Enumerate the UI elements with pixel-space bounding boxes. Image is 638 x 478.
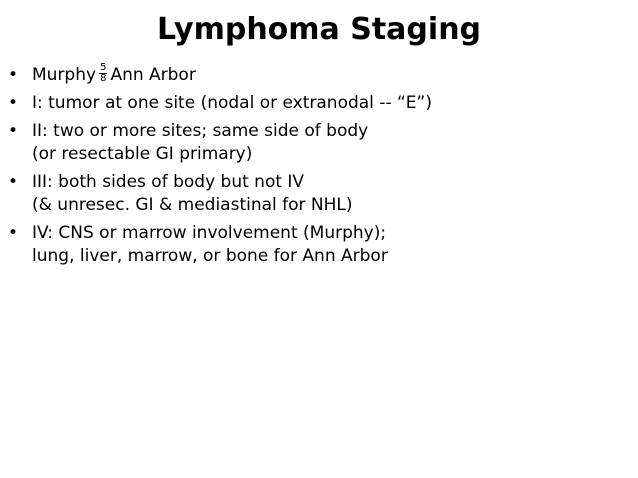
bullet-dot-icon: • — [8, 121, 19, 141]
bullet-item-stage-iv — [8, 222, 628, 268]
fraction-denominator: 8 — [100, 72, 107, 84]
bullet-item-murphy-ann-arbor — [8, 61, 628, 87]
bullet-dot-icon: • — [8, 65, 19, 85]
fraction-numerator: 5 — [100, 61, 107, 73]
stacked-fraction — [99, 63, 107, 84]
bullet-text-pre: Murphy — [32, 65, 97, 85]
bullet-text-post: Ann Arbor — [110, 65, 196, 85]
bullet-dot-icon: • — [8, 93, 19, 113]
bullet-dot-icon: • — [8, 223, 19, 243]
bullet-line-2: lung, liver, marrow, or bone for Ann Arbor — [32, 246, 388, 266]
bullet-line-1: III: both sides of body but not IV — [32, 172, 305, 192]
bullet-line — [32, 61, 628, 87]
bullet-line-2: (& unresec. GI & mediastinal for NHL) — [32, 195, 353, 215]
slide-title: Lymphoma Staging — [156, 12, 482, 47]
bullet-dot-icon: • — [8, 172, 19, 192]
bullet-line-1: IV: CNS or marrow involvement (Murphy); — [32, 223, 387, 243]
bullet-line-2: (or resectable GI primary) — [32, 144, 253, 164]
bullet-line-1: II: two or more sites; same side of body — [32, 121, 369, 141]
bullet-list — [8, 61, 628, 273]
bullet-item-stage-iii — [8, 171, 628, 217]
bullet-line-1: I: tumor at one site (nodal or extranodal -- “E”) — [32, 93, 432, 113]
bullet-item-stage-ii — [8, 120, 628, 166]
bullet-item-stage-i — [8, 92, 628, 115]
